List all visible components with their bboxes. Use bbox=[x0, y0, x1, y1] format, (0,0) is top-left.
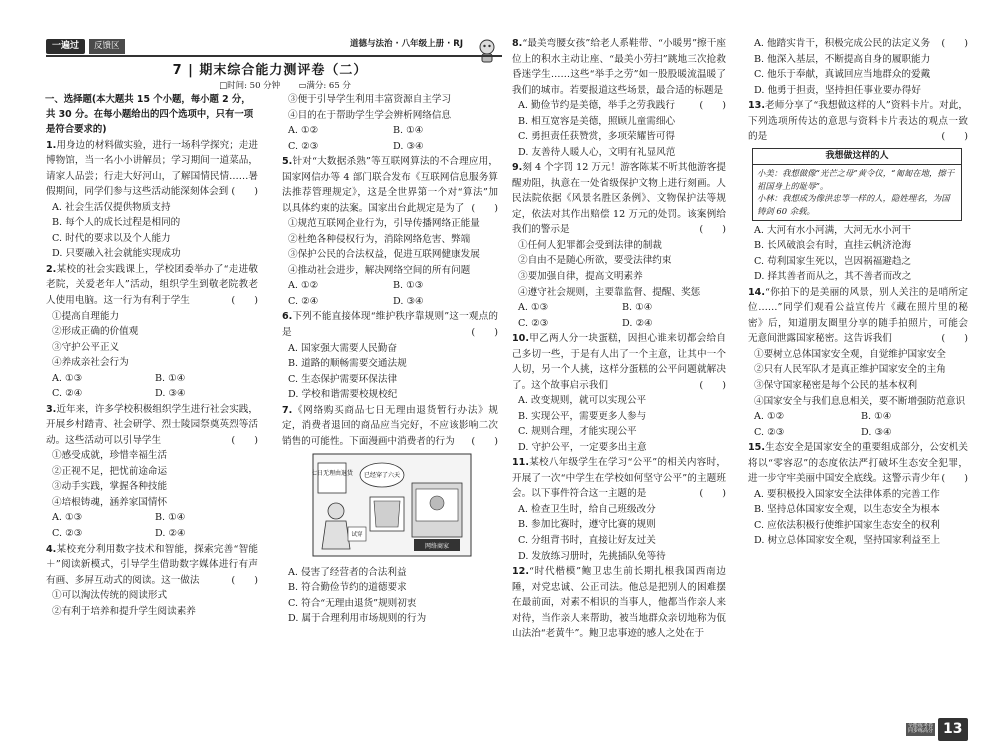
option[interactable]: A. 大河有水小河满，大河无水小河干 bbox=[754, 224, 911, 236]
time-limit: □时间: 50 分钟 bbox=[219, 81, 281, 91]
feedback-tag: 反馈区 bbox=[89, 39, 125, 54]
option[interactable]: D. ②④ bbox=[622, 317, 653, 329]
question-14 bbox=[748, 285, 968, 440]
statement-item: ①提高自理能力 bbox=[52, 310, 120, 322]
question-stem: 《网络购买商品七日无理由退货暂行办法》规定，消费者退回的商品应当完好，不应该影响二次销售的可能性。下面漫画中消费者的行为 bbox=[282, 404, 498, 447]
question-3 bbox=[46, 402, 258, 542]
question-number: 5. bbox=[282, 156, 293, 168]
option[interactable]: A. ①② bbox=[754, 411, 785, 423]
option[interactable]: B. ①③ bbox=[393, 280, 424, 292]
statement-item: ④推动社会进步，解决网络空间的所有问题 bbox=[288, 264, 471, 276]
question-4-continued bbox=[282, 92, 498, 154]
question-13 bbox=[748, 98, 968, 285]
question-stem: 针对“大数据杀熟”等互联网算法的不合理应用，国家网信办等 4 部门联合发布《互联网信息服务算法推荐管理规定》，这是全世界第一个对“算法”加以具体约束的法案。国家出台此规定是为了 bbox=[282, 156, 498, 214]
option[interactable]: A. 国家强大需要人民勤奋 bbox=[288, 342, 397, 354]
column-2 bbox=[282, 92, 498, 627]
statement-item: ②只有人民军队才是真正维护国家安全的主角 bbox=[754, 364, 946, 376]
option[interactable]: C. 生态保护需要环保法律 bbox=[288, 373, 398, 385]
question-15 bbox=[748, 440, 968, 549]
option[interactable]: D. 属于合理利用市场规则的行为 bbox=[288, 613, 427, 625]
option[interactable]: C. 时代的要求以及个人能力 bbox=[52, 232, 171, 244]
statement-item: ①规范互联网企业行为，引导传播网络正能量 bbox=[288, 218, 480, 230]
header-rule bbox=[46, 55, 502, 57]
statement-item: ③要加强自律，提高文明素养 bbox=[518, 270, 643, 282]
answer-blank[interactable]: ( ) bbox=[941, 38, 968, 49]
option[interactable]: D. ②④ bbox=[155, 527, 186, 539]
cartoon-speech: 已经穿了六天 bbox=[363, 472, 401, 480]
question-stem: 生态安全是国家安全的重要组成部分，公安机关将以“零容忍”的态度依法严打破坏生态安全犯罪，进一步守牢美丽中国安全底线。这警示青少年 bbox=[748, 442, 968, 485]
question-stem: “你拍下的是美丽的风景，别人关注的是哨所定位……”同学们观看公益宣传片《藏在照片里的秘密》后，知道朋友圈里分享的随手拍照片，可能会无意间泄露国家秘密。这告诉我们 bbox=[748, 286, 968, 345]
option[interactable]: D. 友善待人暖人心，文明有礼显风范 bbox=[518, 146, 676, 158]
option[interactable]: B. 他深入基层，不断提高自身的履职能力 bbox=[754, 53, 931, 65]
statement-item: ④国家安全与我们息息相关，要不断增强防范意识 bbox=[754, 395, 966, 407]
question-stem: “时代楷模”鲍卫忠生前长期扎根我国西南边陲，对党忠诚、公正司法。他总是把别人的困难摆在最前面，对素不相识的当事人，他都当作亲人来对待，当作亲人来帮助，被当地群众亲切地称为佤山法治“老黄牛”。鲍卫忠事迹的感人之处在于 bbox=[512, 566, 726, 640]
question-stem: 甲乙两人分一块蛋糕，因担心谁来切都会给自己多切一些，于是有人出了一个主意，让其中一个人切，另一个人挑，这样分蛋糕的公平问题就解决了。这个故事启示我们 bbox=[512, 333, 726, 391]
header-left bbox=[46, 38, 125, 54]
question-12-continued bbox=[748, 36, 968, 98]
statement-item: ①要树立总体国家安全观，自觉维护国家安全 bbox=[754, 348, 946, 360]
option[interactable]: A. 他踏实肯干，积极完成公民的法定义务 bbox=[754, 38, 931, 49]
answer-blank[interactable]: ( ) bbox=[231, 186, 258, 198]
option[interactable]: B. ①④ bbox=[155, 372, 186, 384]
cartoon-shop-sign: 网络商家 bbox=[424, 543, 450, 551]
answer-blank[interactable]: ( ) bbox=[941, 131, 968, 143]
question-stem: 某校的社会实践课上，学校团委举办了“走进敬老院，关爱老年人”活动，组织学生到敬老院教老人使用电脑。这一行为有利于学生 bbox=[46, 263, 258, 307]
question-number: 15. bbox=[748, 442, 765, 454]
statement-item: ④目的在于帮助学生学会辨析网络信息 bbox=[288, 109, 452, 121]
option[interactable]: D. 他勇于担责，坚持担任事业要办得好 bbox=[754, 84, 921, 96]
cartoon-illustration bbox=[312, 453, 472, 557]
statement-item: ②有利于培养和提升学生阅读素养 bbox=[52, 605, 196, 617]
option[interactable]: D. 学校和谐需要校规校纪 bbox=[288, 389, 398, 401]
answer-blank[interactable]: ( ) bbox=[941, 473, 968, 485]
option[interactable]: C. 勇担责任获赞赏，多项荣耀皆可得 bbox=[518, 131, 676, 143]
option[interactable]: D. 守护公平，一定要多出主意 bbox=[518, 441, 647, 453]
brand-badge: 一遍过 bbox=[46, 39, 85, 54]
question-stem: “最美弯腰女孩”给老人系鞋带、“小暖男”擦干座位上的积水主动让座、“最美小劳扫”跳地三次抢救昏迷学生……这些“举手之劳”如一股股暖流温暖了我们的城市。若要报道这些场景，最合适的标题是 bbox=[512, 38, 726, 96]
option[interactable]: C. 符合“无理由退货”规则初衷 bbox=[288, 597, 417, 609]
question-stem: 某校充分利用数字技术和智能，探索完善“智能＋”阅读新模式，引导学生借助数字媒体进行有声有画、多屏互动式的阅读。这一做法 bbox=[46, 543, 258, 586]
question-11 bbox=[512, 455, 726, 564]
answer-blank[interactable]: ( ) bbox=[471, 326, 498, 338]
option[interactable]: C. 应依法积极行使维护国家生态安全的权利 bbox=[754, 519, 940, 531]
option[interactable]: C. ②③ bbox=[754, 426, 785, 438]
question-number: 6. bbox=[282, 311, 293, 323]
option[interactable]: B. 坚持总体国家安全观，以生态安全为根本 bbox=[754, 504, 940, 516]
statement-item: ②正视不足，把忧前途命运 bbox=[52, 465, 168, 477]
resource-card bbox=[752, 148, 962, 221]
cartoon-tag-label: 试穿 bbox=[351, 532, 363, 539]
statement-item: ③保守国家秘密是每个公民的基本权利 bbox=[754, 379, 918, 391]
answer-blank[interactable]: ( ) bbox=[941, 333, 968, 345]
question-number: 9. bbox=[512, 162, 523, 174]
exam-title: 7 | 期末综合能力测评卷（二） bbox=[172, 63, 368, 78]
option[interactable]: B. 相互宽容是美德，照顾儿童需细心 bbox=[518, 115, 676, 127]
card-line: 小林：我想成为像洪忠等一样的人，隐姓埋名，为国铸剑 60 余载。 bbox=[757, 193, 950, 217]
cartoon-box-label: 七日无理由退货 bbox=[312, 470, 354, 478]
option[interactable]: D. 择其善者而从之，其不善者而改之 bbox=[754, 271, 912, 283]
question-number: 8. bbox=[512, 38, 523, 49]
statement-item: ①任何人犯罪都会受到法律的制裁 bbox=[518, 239, 662, 251]
answer-blank[interactable]: ( ) bbox=[231, 434, 258, 446]
question-stem: 刻 4 个字罚 12 万元！游客陈某不听其他游客提醒劝阻，执意在一处省级保护文物上进行刻画。人民法院依据《风景名胜区条例》、文物保护法等规定，依法对其作出赔偿 12 万元的处罚。该案例给我们的警示是 bbox=[512, 162, 726, 236]
option[interactable]: A. ①③ bbox=[52, 372, 83, 384]
question-12 bbox=[512, 564, 726, 642]
question-number: 7. bbox=[282, 404, 293, 416]
answer-blank[interactable]: ( ) bbox=[231, 574, 258, 586]
option[interactable]: D. ③④ bbox=[393, 140, 424, 152]
option[interactable]: C. ②④ bbox=[288, 295, 319, 307]
answer-blank[interactable]: ( ) bbox=[471, 202, 498, 214]
question-number: 1. bbox=[46, 139, 57, 151]
card-line: 小美：我想做像“光芒之母”黄令仪，“匍匐在地，擦干祖国身上的耻辱”。 bbox=[757, 168, 955, 191]
question-number: 12. bbox=[512, 566, 529, 578]
statement-item: ④遵守社会规则，主要靠监督、提醒、奖惩 bbox=[518, 286, 701, 298]
option[interactable]: C. 他乐于奉献，真诚回应当地群众的爱戴 bbox=[754, 69, 931, 81]
question-stem: 下列不能直接体现“维护秩序靠规则”这一观点的是 bbox=[282, 311, 498, 338]
answer-blank[interactable]: ( ) bbox=[699, 224, 726, 236]
question-number: 11. bbox=[512, 457, 529, 469]
question-1 bbox=[46, 138, 258, 262]
statement-item: ①可以淘汰传统的阅读形式 bbox=[52, 590, 168, 602]
book-info: 道德与法治 · 八年级上册 · RJ bbox=[350, 39, 464, 49]
option[interactable]: B. ①④ bbox=[393, 125, 424, 137]
question-stem: 老师分享了“我想做这样的人”资料卡片。对此，下列选项所传达的意思与资料卡片表达的观点一致的是 bbox=[748, 100, 968, 143]
column-3 bbox=[512, 36, 726, 642]
answer-blank[interactable]: ( ) bbox=[699, 379, 726, 391]
question-number: 3. bbox=[46, 403, 57, 415]
option[interactable]: A. ①③ bbox=[518, 302, 549, 314]
question-9 bbox=[512, 160, 726, 331]
statement-item: ①感受成就，珍惜幸福生活 bbox=[52, 450, 168, 462]
option[interactable]: C. ②③ bbox=[288, 140, 319, 152]
column-4 bbox=[748, 36, 968, 549]
question-2 bbox=[46, 262, 258, 402]
option[interactable]: A. 改变规则，就可以实现公平 bbox=[518, 395, 647, 407]
option[interactable]: C. 苟利国家生死以，岂因祸福避趋之 bbox=[754, 255, 912, 267]
option[interactable]: B. ①④ bbox=[622, 302, 653, 314]
page-footer bbox=[906, 718, 968, 741]
statement-item: ④培根铸魂，涵养家国情怀 bbox=[52, 496, 168, 508]
statement-item: ②杜绝各种侵权行为，消除网络危害、弊端 bbox=[288, 233, 471, 245]
question-stem: 某校八年级学生在学习“公平”的相关内容时，开展了一次“中学生在学校如何坚守公平”的主题班会。以下事件符合这一主题的是 bbox=[512, 457, 726, 500]
option[interactable]: C. 规则合理，才能实现公平 bbox=[518, 426, 637, 438]
option[interactable]: D. ③④ bbox=[155, 388, 186, 400]
question-10 bbox=[512, 331, 726, 455]
full-score: ▭满分: 65 分 bbox=[298, 81, 351, 91]
option[interactable]: B. ①④ bbox=[155, 512, 186, 524]
page-number: 13 bbox=[938, 718, 967, 741]
option[interactable]: B. 每个人的成长过程是相同的 bbox=[52, 217, 181, 229]
option[interactable]: B. 实现公平，需要更多人参与 bbox=[518, 410, 647, 422]
option[interactable]: A. 侵害了经营者的合法利益 bbox=[288, 566, 407, 578]
option[interactable]: D. 发放练习册时，先挑插队免等待 bbox=[518, 550, 666, 562]
option[interactable]: D. ③④ bbox=[861, 426, 892, 438]
question-6 bbox=[282, 309, 498, 402]
answer-blank[interactable]: ( ) bbox=[471, 435, 498, 447]
option[interactable]: B. 参加比赛时，遵守比赛的规则 bbox=[518, 519, 656, 531]
answer-blank[interactable]: ( ) bbox=[699, 488, 726, 500]
footer-note: 全能练考卷 bbox=[908, 722, 934, 729]
option[interactable]: A. ①③ bbox=[52, 512, 83, 524]
question-5 bbox=[282, 154, 498, 309]
answer-blank[interactable]: ( ) bbox=[231, 295, 258, 307]
question-number: 14. bbox=[748, 286, 765, 298]
option[interactable]: C. ②④ bbox=[52, 388, 83, 400]
question-number: 10. bbox=[512, 333, 529, 345]
option[interactable]: A. ①② bbox=[288, 125, 319, 137]
option[interactable]: A. 要积极投入国家安全法律体系的完善工作 bbox=[754, 488, 940, 500]
question-stem: 近年来，许多学校积极组织学生进行社会实践，开展乡村踏青、社会研学、烈士陵园祭奠英烈等活动。这些活动可以引导学生 bbox=[46, 403, 258, 446]
question-number: 2. bbox=[46, 263, 57, 275]
option[interactable]: B. 道路的顺畅需要交通法规 bbox=[288, 358, 407, 370]
question-stem: 用身边的材料做实验，进行一场科学探究；走进博物馆，当一名小小讲解员；学习期间一道菜品，请家人品尝；行走大好河山，了解国情民情……暑假期间，同学们参与这些活动能深刻体会到 bbox=[46, 139, 258, 198]
option[interactable]: D. 树立总体国家安全观，坚持国家利益至上 bbox=[754, 535, 941, 547]
option[interactable]: A. 检查卫生时，给自己班级改分 bbox=[518, 503, 656, 515]
option[interactable]: A. ①② bbox=[288, 280, 319, 292]
option[interactable]: C. ②③ bbox=[518, 317, 549, 329]
statement-item: ②形成正确的价值观 bbox=[52, 326, 139, 338]
footer-note: 同步练高分 bbox=[908, 728, 934, 735]
question-number: 4. bbox=[46, 543, 57, 555]
option[interactable]: A. 社会生活仅提供物质支持 bbox=[52, 201, 171, 213]
option[interactable]: B. ①④ bbox=[861, 411, 892, 423]
question-8 bbox=[512, 36, 726, 160]
statement-item: ③保护公民的合法权益，促进互联网健康发展 bbox=[288, 249, 480, 261]
option[interactable]: D. 只要融入社会就能实现成功 bbox=[52, 248, 181, 260]
option[interactable]: C. ②③ bbox=[52, 527, 83, 539]
option[interactable]: B. 符合勤俭节约的道德要求 bbox=[288, 582, 407, 594]
option[interactable]: D. ③④ bbox=[393, 295, 424, 307]
statement-item: ③动手实践，掌握各种技能 bbox=[52, 481, 168, 493]
option[interactable]: A. 勤俭节约是美德，举手之劳我践行 bbox=[518, 100, 675, 112]
column-1 bbox=[46, 92, 258, 619]
statement-item: ④养成亲社会行为 bbox=[52, 357, 129, 369]
statement-item: ②自由不是随心所欲，要受法律约束 bbox=[518, 255, 672, 267]
card-title: 我想做这样的人 bbox=[753, 149, 961, 166]
answer-blank[interactable]: ( ) bbox=[699, 100, 726, 112]
option[interactable]: C. 分组背书时，直接让好友过关 bbox=[518, 535, 656, 546]
section-heading: 一、选择题(本大题共 15 个小题，每小题 2 分，共 30 分。在每小题给出的四个选项中，只有一项是符合要求的) bbox=[45, 94, 254, 136]
statement-item: ③便于引导学生利用丰富资源自主学习 bbox=[288, 94, 452, 105]
statement-item: ③守护公平正义 bbox=[52, 341, 120, 353]
question-number: 13. bbox=[748, 100, 765, 112]
question-4 bbox=[46, 542, 258, 620]
option[interactable]: B. 长风破浪会有时，直挂云帆济沧海 bbox=[754, 240, 912, 252]
question-7 bbox=[282, 403, 498, 627]
